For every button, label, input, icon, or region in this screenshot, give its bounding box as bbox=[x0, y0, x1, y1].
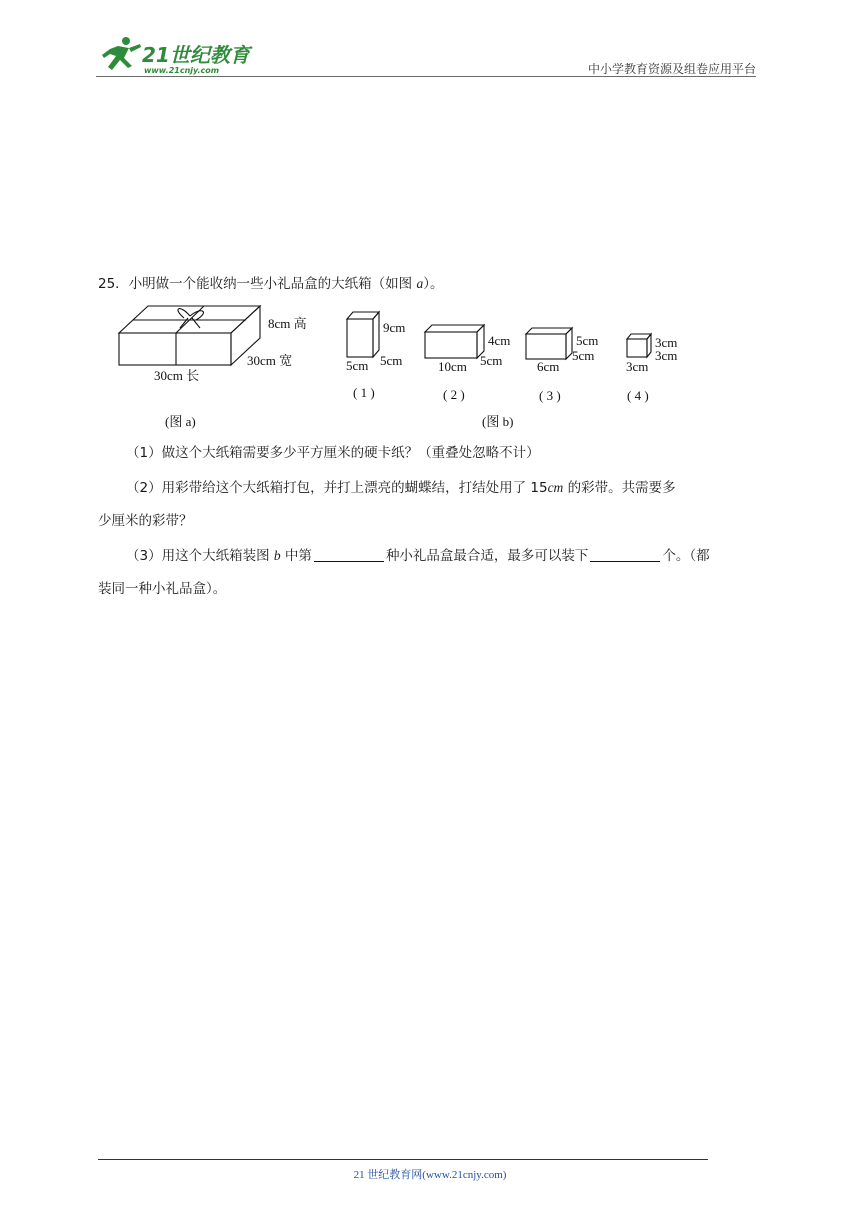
fig-a-height-label: 8cm 高 bbox=[268, 316, 307, 331]
part-2-suffix: 的彩带。共需要多 bbox=[563, 480, 676, 496]
footer-text[interactable]: 21 世纪教育网(www.21cnjy.com) bbox=[353, 1169, 507, 1181]
part-3-line2: 装同一种小礼品盒）。 bbox=[98, 581, 227, 597]
box-1-side: 9cm bbox=[383, 320, 406, 335]
box-4-index: ( 4 ) bbox=[627, 388, 649, 403]
logo-text: 21世纪教育 bbox=[142, 43, 250, 67]
box-4-depth: 3cm bbox=[655, 348, 678, 363]
gift-box-1 bbox=[347, 312, 379, 357]
box-2-index: ( 2 ) bbox=[443, 387, 465, 402]
gift-box-2 bbox=[425, 325, 484, 358]
header-divider bbox=[96, 76, 756, 77]
stem-prefix: 小明做一个能收纳一些小礼品盒的大纸箱（如图 bbox=[128, 276, 417, 292]
box-4-bottom: 3cm bbox=[626, 359, 649, 374]
part-3-b: 中第 bbox=[280, 548, 312, 564]
box-1-index: ( 1 ) bbox=[353, 385, 375, 400]
answer-blank-2[interactable] bbox=[590, 547, 660, 562]
footer-divider bbox=[98, 1159, 708, 1160]
part-2-unit: cm bbox=[547, 480, 564, 495]
fig-a-length-label: 30cm 长 bbox=[154, 368, 200, 383]
part-3-a: （3）用这个大纸箱装图 bbox=[126, 548, 274, 564]
part-2 bbox=[126, 478, 676, 498]
part-2-line2: 少厘米的彩带？ bbox=[98, 513, 193, 529]
fig-a-caption: (图 a) bbox=[165, 414, 196, 429]
box-1-depth: 5cm bbox=[380, 353, 403, 368]
runner-icon bbox=[102, 37, 141, 70]
platform-name: 中小学教育资源及组卷应用平台 bbox=[587, 62, 756, 76]
box-2-depth: 5cm bbox=[480, 353, 503, 368]
question-stem bbox=[98, 274, 443, 294]
gift-box-4 bbox=[627, 334, 651, 357]
logo-url: www.21cnjy.com bbox=[144, 66, 220, 75]
answer-blank-1[interactable] bbox=[314, 547, 384, 562]
fig-a-width-label: 30cm 宽 bbox=[247, 353, 293, 368]
box-2-bottom: 10cm bbox=[438, 359, 467, 374]
box-4-side: 3cm bbox=[655, 335, 678, 350]
part-3-d: 个。（都 bbox=[662, 548, 710, 564]
box-2-side: 4cm bbox=[488, 333, 511, 348]
part-1: （1）做这个大纸箱需要多少平方厘米的硬卡纸？（重叠处忽略不计） bbox=[126, 445, 540, 461]
fig-b-caption: (图 b) bbox=[482, 414, 514, 429]
box-3-bottom: 6cm bbox=[537, 359, 560, 374]
part-3-c: 种小礼品盒最合适，最多可以装下 bbox=[385, 548, 589, 564]
stem-var: a bbox=[416, 276, 424, 291]
box-3-depth: 5cm bbox=[572, 348, 595, 363]
question-number: 25． bbox=[98, 276, 129, 292]
part-3-var: b bbox=[273, 548, 281, 563]
site-logo bbox=[96, 36, 266, 78]
part-2-prefix: （2）用彩带给这个大纸箱打包，并打上漂亮的蝴蝶结，打结处用了 15 bbox=[126, 480, 548, 496]
gift-box-3 bbox=[526, 328, 572, 359]
box-1-bottom: 5cm bbox=[346, 358, 369, 373]
figure-a-box bbox=[119, 306, 260, 365]
box-3-side: 5cm bbox=[576, 333, 599, 348]
part-3 bbox=[126, 546, 710, 566]
box-3-index: ( 3 ) bbox=[539, 388, 561, 403]
stem-suffix: ）。 bbox=[423, 276, 444, 292]
figure-area bbox=[110, 298, 710, 438]
